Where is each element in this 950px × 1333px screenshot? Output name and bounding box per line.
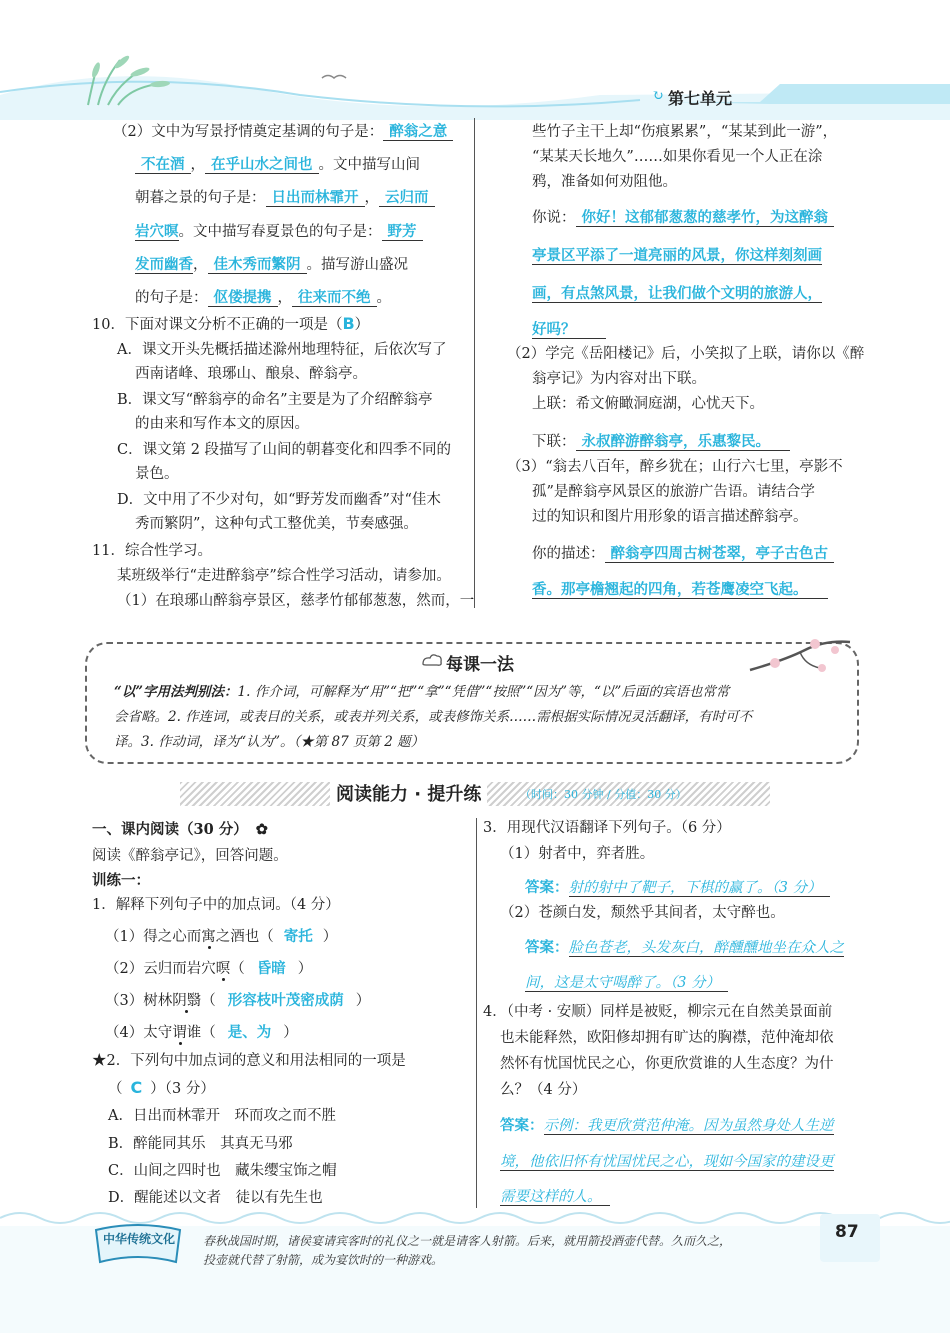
answer-blank[interactable]: 你好！这郁郁葱葱的慈孝竹，为这醉翁 [576,210,835,227]
answer-blank[interactable]: 香。那亭檐翘起的四角，若苍鹰凌空飞起。 [532,582,828,599]
answer-blank[interactable]: 好吗？ [532,322,606,339]
answer-blank[interactable]: 寄托 [283,929,313,945]
option-b[interactable]: B．醉能同其乐 其真无马邪 [108,1136,293,1152]
culture-badge: 中华传统文化 [102,1232,175,1246]
answer-blank[interactable]: 亭景区平添了一道亮丽的风景，你这样刻刻画 [532,248,822,264]
choice-answer[interactable]: B [342,314,355,333]
column-divider [474,118,475,608]
option-c[interactable]: C．山间之四时也 藏朱缨宝饰之帽 [108,1163,337,1179]
footer-text: 投壶就代替了射箭，成为宴饮时的一种游戏。 [203,1253,444,1267]
answer-blank[interactable]: 云归而 [379,190,435,207]
answer-blank[interactable]: 醉翁之意 [383,124,453,141]
answer-text: 脸色苍老，头发灰白，醉醺醺地坐在众人之 [568,940,844,956]
plum-branch-icon [745,630,855,680]
answer-text: 示例：我更欣赏范仲淹。因为虽然身处人生逆 [543,1118,834,1134]
footer-text: 春秋战国时期，诸侯宴请宾客时的礼仪之一就是请客人射箭。后来，就用箭投酒壶代替。久而久之， [203,1234,732,1248]
option-d[interactable]: D．醒能述以文者 徒以有先生也 [108,1190,323,1206]
answer-blank[interactable]: 醉翁亭四周古树苍翠，亭子古色古 [605,546,835,563]
section-title: 阅读能力 · 提升练 [330,780,487,806]
option-c[interactable]: C．课文第 2 段描写了山间的朝暮变化和四季不同的 [117,442,452,458]
choice-answer[interactable]: C [130,1078,143,1097]
answer-blank[interactable]: 发而幽香 [135,257,193,273]
answer-text: 间，这是太守喝醉了。（3 分） [525,975,728,992]
answer-blank[interactable]: 伛偻提携 [208,290,278,307]
answer-blank[interactable]: 是、为 [227,1025,272,1041]
answer-blank[interactable]: 画，有点煞风景，让我们做个文明的旅游人， [532,286,822,302]
answer-text: 射的射中了靶子，下棋的赢了。（3 分） [569,880,830,897]
answer-text: 需要这样的人。 [500,1189,610,1206]
answer-blank[interactable]: 形容枝叶茂密成荫 [227,993,344,1009]
answer-blank[interactable]: 不在酒 [135,157,191,174]
section-subtitle: （时间：30 分钟 / 分值：30 分） [520,788,687,801]
answer-text: 境，他依旧怀有忧国忧民之心，现如今国家的建设更 [500,1154,834,1170]
page-number: 87 [835,1222,859,1242]
unit-icon: ↻ [652,88,664,104]
answer-blank[interactable]: 在乎山水之间也 [205,157,319,174]
answer-blank[interactable]: 岩穴暝 [135,224,179,240]
answer-blank[interactable]: 昏暗 [256,961,286,977]
unit-title: 第七单元 [668,89,733,108]
answer-blank[interactable]: 佳木秀而繁阴 [208,257,307,274]
answer-blank[interactable]: 永叔醉游醉翁亭，乐惠黎民。 [576,434,791,451]
column-divider [476,818,477,1208]
answer-blank[interactable]: 日出而林霏开 [266,190,365,207]
cloud-icon [420,652,444,668]
option-a[interactable]: A．日出而林霏开 环而攻之而不胜 [108,1108,336,1124]
answer-blank[interactable]: 野芳 [382,224,423,241]
header-decoration [0,0,950,120]
option-b[interactable]: B．课文写“醉翁亭的命名”主要是为了介绍醉翁亭 [117,392,433,408]
method-title: 每课一法 [446,655,514,675]
option-a[interactable]: A．课文开头先概括描述滁州地理特征，后依次写了 [117,342,447,358]
answer-blank[interactable]: 往来而不绝 [292,290,377,307]
option-d[interactable]: D．文中用了不少对句，如“野芳发而幽香”对“佳木 [117,492,441,508]
flower-icon: ✿ [255,821,268,838]
